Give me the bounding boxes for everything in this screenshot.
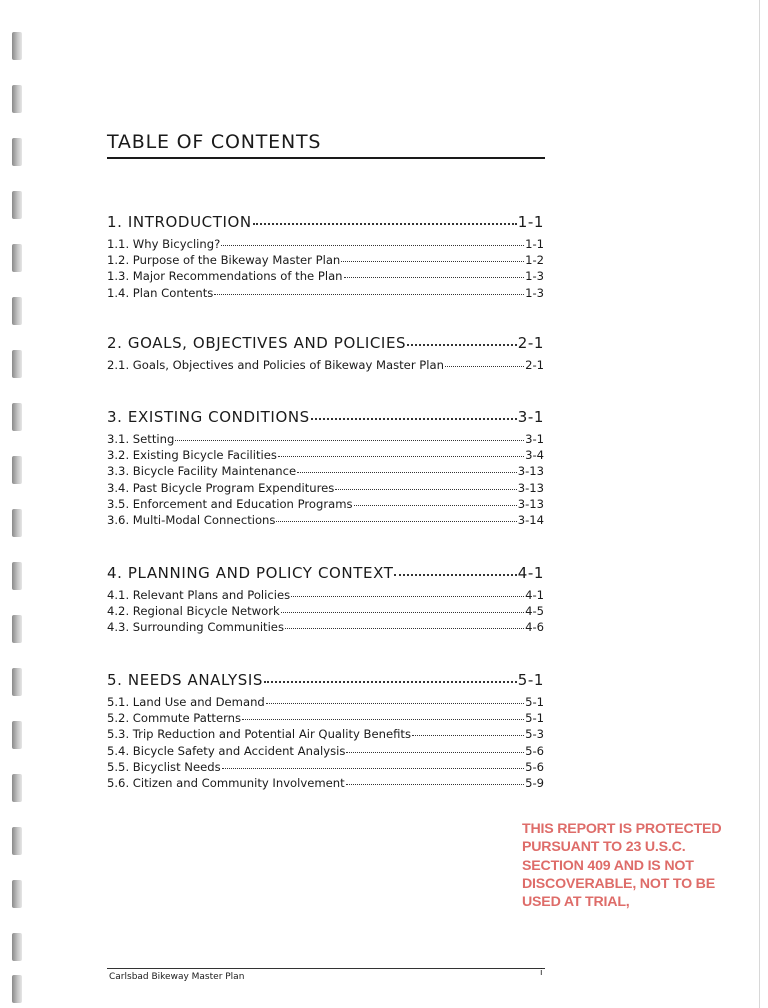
dot-leader [412,735,524,736]
toc-entry-page: 5-6 [525,743,544,758]
toc-heading-label: 1. INTRODUCTION [107,213,252,231]
stamp-line: PURSUANT TO 23 U.S.C. [522,839,686,856]
toc-entry-label: 3.3. Bicycle Facility Maintenance [107,464,297,479]
dot-leader [276,521,516,522]
toc-entry-page: 5-1 [525,695,544,709]
toc-entry-label: 5.2. Commute Patterns [107,711,242,726]
toc-entry-page: 3-13 [517,480,544,495]
toc-entry-page: 3-13 [517,464,544,479]
toc-heading-row[interactable] [107,212,544,232]
toc-entry-label: 3.2. Existing Bicycle Facilities [107,448,277,463]
toc-entry-row[interactable] [107,743,544,759]
toc-section-existing-conditions [107,407,544,528]
toc-entry-page: 5-6 [525,759,544,774]
toc-heading-label: 5. NEEDS ANALYSIS [107,671,264,689]
toc-heading-row[interactable] [107,333,544,353]
toc-heading-page: 5-1 [517,671,544,689]
toc-entry-row[interactable] [107,496,544,512]
toc-entry-page: 1-3 [525,285,544,300]
toc-entry-page: 3-4 [525,448,544,463]
toc-entry-label: 5.6. Citizen and Community Involvement [107,776,345,791]
legal-protection-stamp [522,820,737,911]
dot-leader [297,472,517,473]
title-underline [107,157,545,159]
toc-entry-page: 5-9 [525,776,544,791]
toc-section-planning-policy [107,563,544,636]
toc-section-needs-analysis [107,670,544,791]
toc-entry-page: 4-6 [525,620,544,635]
toc-entry-row[interactable] [107,252,544,268]
dot-leader [242,719,524,720]
stamp-line: DISCOVERABLE, NOT TO BE [522,875,715,892]
toc-entry-row[interactable] [107,357,544,373]
toc-entry-page: 3-13 [517,496,544,511]
dot-leader [285,628,524,629]
toc-entry-row[interactable] [107,236,544,252]
toc-heading-label: 4. PLANNING AND POLICY CONTEXT [107,564,394,582]
toc-heading-page: 3-1 [517,408,544,426]
toc-entry-label: 4.3. Surrounding Communities [107,620,284,635]
toc-entry-page: 2-1 [525,358,544,372]
toc-entry-label: 5.4. Bicycle Safety and Accident Analysis [107,743,346,758]
toc-entry-label: 5.3. Trip Reduction and Potential Air Quality Benefits [107,727,412,742]
toc-entry-page: 5-1 [525,711,544,726]
dot-leader [253,223,517,225]
toc-entry-row[interactable] [107,726,544,742]
toc-entry-label: 1.1. Why Bicycling? [107,237,221,251]
toc-entry-label: 5.1. Land Use and Demand [107,695,265,709]
dot-leader [445,366,524,367]
toc-heading-page: 1-1 [517,213,544,231]
footer-page-number: i [540,968,543,978]
toc-entry-row[interactable] [107,447,544,463]
spiral-binding [12,20,24,1000]
toc-entry-row[interactable] [107,480,544,496]
toc-section-goals [107,333,544,373]
page-title: TABLE OF CONTENTS [107,131,322,153]
dot-leader [344,277,525,278]
toc-entry-label: 3.5. Enforcement and Education Programs [107,496,353,511]
toc-entry-row[interactable] [107,431,544,447]
toc-section-introduction [107,212,544,301]
dot-leader [407,344,517,346]
stamp-line: USED AT TRIAL, [522,894,630,911]
toc-heading-row[interactable] [107,407,544,427]
toc-entry-page: 1-2 [525,253,544,268]
toc-entry-row[interactable] [107,285,544,301]
toc-entry-label: 1.4. Plan Contents [107,285,214,300]
dot-leader [266,703,524,704]
toc-entry-page: 3-14 [517,513,544,528]
toc-heading-row[interactable] [107,670,544,690]
toc-entry-page: 1-3 [525,269,544,284]
toc-heading-page: 4-1 [517,564,544,582]
dot-leader [291,596,524,597]
toc-entry-row[interactable] [107,710,544,726]
toc-entry-label: 3.6. Multi-Modal Connections [107,513,276,528]
toc-entry-row[interactable] [107,587,544,603]
page-edge [759,0,760,1008]
footer-document-title: Carlsbad Bikeway Master Plan [109,972,245,982]
dot-leader [346,752,524,753]
footer-rule [107,968,545,969]
toc-entry-label: 5.5. Bicyclist Needs [107,759,221,774]
toc-entry-row[interactable] [107,694,544,710]
dot-leader [214,294,524,295]
toc-entry-label: 3.1. Setting [107,432,175,446]
toc-entry-label: 1.2. Purpose of the Bikeway Master Plan [107,253,341,268]
stamp-line: THIS REPORT IS PROTECTED [522,821,722,837]
toc-heading-page: 2-1 [517,334,544,352]
dot-leader [394,574,516,576]
toc-heading-label: 2. GOALS, OBJECTIVES AND POLICIES [107,334,407,352]
toc-entry-label: 1.3. Major Recommendations of the Plan [107,269,343,284]
dot-leader [341,261,524,262]
toc-entry-page: 5-3 [525,727,544,742]
toc-entry-row[interactable] [107,775,544,791]
toc-entry-row[interactable] [107,603,544,619]
toc-entry-label: 4.2. Regional Bicycle Network [107,604,280,619]
toc-entry-row[interactable] [107,619,544,635]
toc-entry-label: 4.1. Relevant Plans and Policies [107,588,291,602]
dot-leader [278,456,524,457]
toc-entry-row[interactable] [107,268,544,284]
stamp-line: SECTION 409 AND IS NOT [522,857,694,874]
toc-entry-page: 4-1 [525,588,544,602]
dot-leader [354,505,517,506]
dot-leader [311,418,517,420]
toc-entry-row[interactable] [107,463,544,479]
toc-entry-row[interactable] [107,759,544,775]
dot-leader [175,440,524,441]
dot-leader [221,245,524,246]
dot-leader [346,784,524,785]
dot-leader [222,768,524,769]
toc-heading-row[interactable] [107,563,544,583]
toc-entry-row[interactable] [107,512,544,528]
toc-entry-label: 3.4. Past Bicycle Program Expenditures [107,480,335,495]
toc-entry-page: 4-5 [525,604,544,619]
dot-leader [264,681,517,683]
dot-leader [281,612,524,613]
toc-entry-page: 1-1 [525,237,544,251]
toc-heading-label: 3. EXISTING CONDITIONS [107,408,310,426]
dot-leader [335,489,516,490]
toc-entry-label: 2.1. Goals, Objectives and Policies of Bikeway Master Plan [107,358,444,372]
toc-entry-page: 3-1 [525,432,544,446]
